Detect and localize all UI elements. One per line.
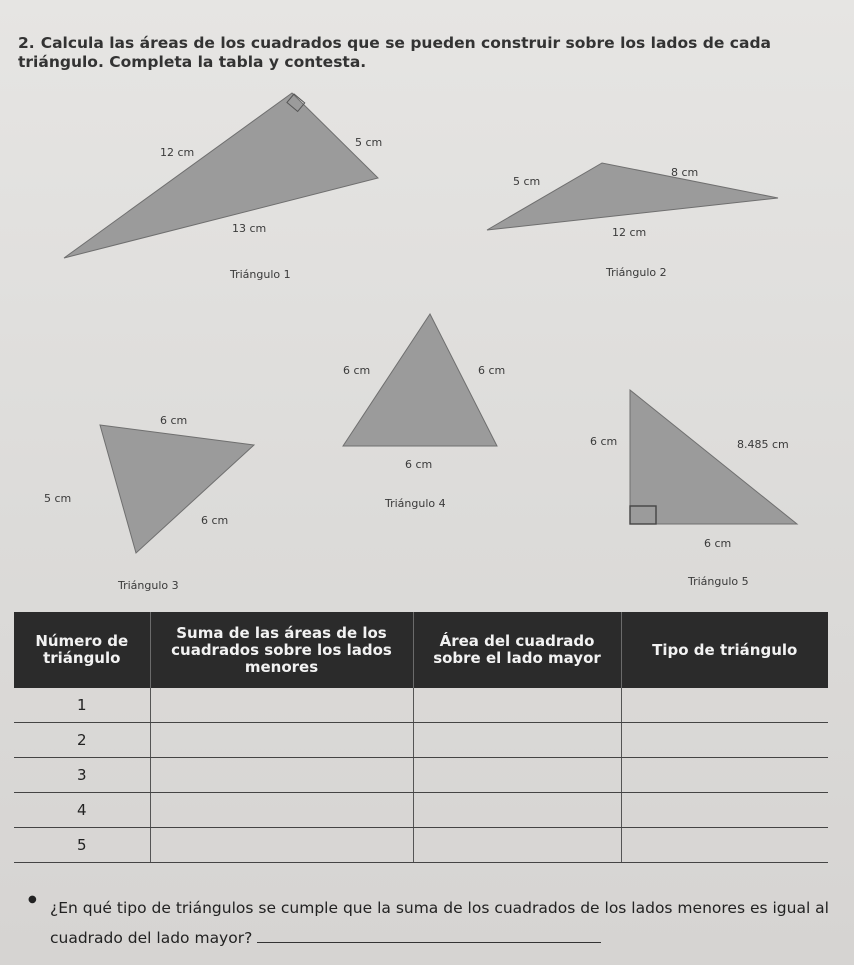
bullet-icon: ● xyxy=(28,894,37,905)
t5-side-c: 6 cm xyxy=(704,537,732,550)
header-triangle-number: Número de triángulo xyxy=(14,612,150,688)
triangle-3 xyxy=(100,425,254,553)
sum-cell[interactable] xyxy=(150,793,413,828)
table-row xyxy=(14,758,828,793)
t1-side-c: 13 cm xyxy=(232,222,267,235)
question-text: ¿En qué tipo de triángulos se cumple que la suma de los cuadrados de los lados menores es igual al cuadrado del lado mayor? xyxy=(50,899,829,947)
t3-side-c: 6 cm xyxy=(201,514,229,527)
table-header-row xyxy=(14,612,828,688)
area-cell[interactable] xyxy=(413,723,621,758)
table-row xyxy=(14,828,828,863)
area-cell[interactable] xyxy=(413,793,621,828)
t5-caption: Triángulo 5 xyxy=(688,575,749,588)
header-sum-small-squares: Suma de las áreas de los cuadrados sobre los lados menores xyxy=(150,612,413,688)
header-triangle-type: Tipo de triángulo xyxy=(621,612,828,688)
t4-side-b: 6 cm xyxy=(478,364,506,377)
area-cell[interactable] xyxy=(413,828,621,863)
row-number: 1 xyxy=(14,688,150,723)
table-row xyxy=(14,723,828,758)
sum-cell[interactable] xyxy=(150,723,413,758)
type-cell[interactable] xyxy=(621,758,828,793)
area-cell[interactable] xyxy=(413,758,621,793)
t2-caption: Triángulo 2 xyxy=(606,266,667,279)
t2-side-b: 8 cm xyxy=(671,166,699,179)
row-number: 3 xyxy=(14,758,150,793)
t4-caption: Triángulo 4 xyxy=(385,497,446,510)
sum-cell[interactable] xyxy=(150,688,413,723)
sum-cell[interactable] xyxy=(150,828,413,863)
exercise-number: 2. xyxy=(18,34,35,52)
type-cell[interactable] xyxy=(621,723,828,758)
header-large-square-area: Área del cuadrado sobre el lado mayor xyxy=(413,612,621,688)
triangle-2 xyxy=(487,163,778,230)
type-cell[interactable] xyxy=(621,688,828,723)
t5-side-b: 8.485 cm xyxy=(737,438,789,451)
triangle-5 xyxy=(630,390,797,524)
t1-side-a: 12 cm xyxy=(160,146,195,159)
area-cell[interactable] xyxy=(413,688,621,723)
row-number: 2 xyxy=(14,723,150,758)
triangle-1 xyxy=(64,93,378,258)
row-number: 5 xyxy=(14,828,150,863)
t3-side-a: 6 cm xyxy=(160,414,188,427)
t2-side-a: 5 cm xyxy=(513,175,541,188)
triangle-4 xyxy=(343,314,497,446)
type-cell[interactable] xyxy=(621,828,828,863)
t3-caption: Triángulo 3 xyxy=(118,579,179,592)
t4-side-a: 6 cm xyxy=(343,364,371,377)
answer-blank[interactable] xyxy=(257,928,601,943)
results-table xyxy=(14,612,828,863)
row-number: 4 xyxy=(14,793,150,828)
t2-side-c: 12 cm xyxy=(612,226,647,239)
type-cell[interactable] xyxy=(621,793,828,828)
t1-side-b: 5 cm xyxy=(355,136,383,149)
instruction-text: Calcula las áreas de los cuadrados que se pueden construir sobre los lados de cada triángulo. Completa la tabla y contesta. xyxy=(18,34,771,71)
t5-side-a: 6 cm xyxy=(590,435,618,448)
t4-side-c: 6 cm xyxy=(405,458,433,471)
table-row xyxy=(14,793,828,828)
table-row xyxy=(14,688,828,723)
t1-caption: Triángulo 1 xyxy=(230,268,291,281)
t3-side-b: 5 cm xyxy=(44,492,72,505)
question xyxy=(50,893,830,953)
sum-cell[interactable] xyxy=(150,758,413,793)
